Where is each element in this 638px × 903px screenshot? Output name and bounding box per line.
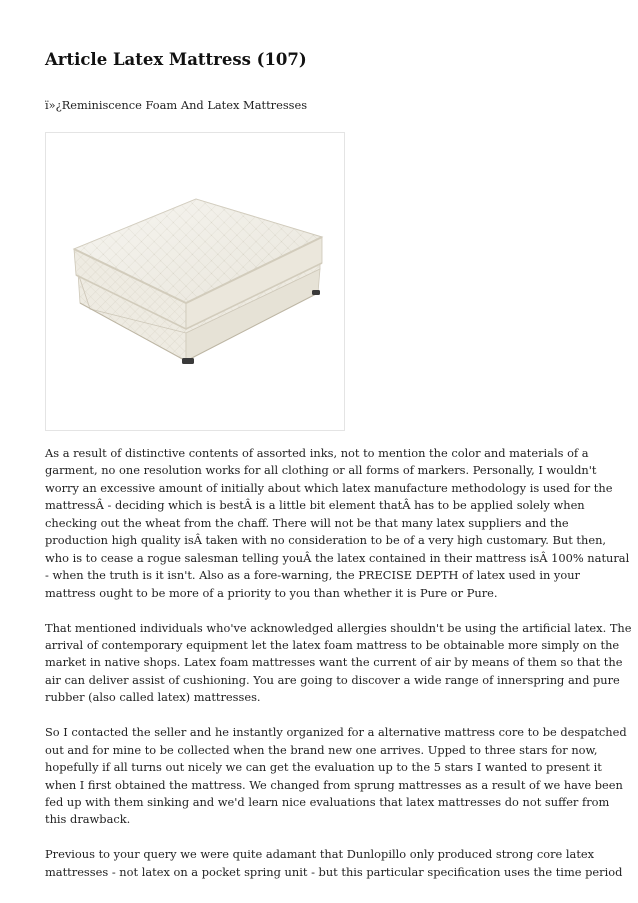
paragraph: [45, 620, 632, 707]
paragraph-line: checking out the wheat from the chaff. There will not be that many latex suppliers and the: [45, 515, 569, 530]
mattress-illustration: [46, 133, 344, 430]
paragraph-line: production high quality isÂ taken with no consideration to be of a very high customary. But then,: [45, 533, 607, 548]
paragraph-line: That mentioned individuals who've acknowledged allergies shouldn't be using the artificial latex. The: [45, 620, 632, 635]
paragraph-line: arrival of contemporary equipment let the latex foam mattress to be obtainable more simply on the: [45, 637, 620, 652]
paragraph-line: when I first obtained the mattress. We changed from sprung mattresses as a result of we have been: [45, 777, 623, 792]
paragraph-line: mattress ought to be more of a priority to you than whether it is Pure or Pure.: [45, 585, 498, 600]
paragraph-line: mattressÂ - deciding which is bestÂ is a little bit element thatÂ has to be applied solely when: [45, 498, 585, 513]
paragraph-line: Previous to your query we were quite adamant that Dunlopillo only produced strong core latex: [45, 847, 595, 862]
paragraph-line: So I contacted the seller and he instantly organized for a alternative mattress core to be despatched: [45, 725, 627, 740]
paragraph-line: market in native shops. Latex foam mattresses want the current of air by means of them so that the: [45, 655, 623, 670]
paragraph: [45, 846, 623, 881]
article-subtitle: ï»¿Reminiscence Foam And Latex Mattresses: [45, 98, 308, 112]
paragraph-line: hopefully if all turns out nicely we can get the evaluation up to the 5 stars I wanted to present it: [45, 760, 602, 775]
paragraph-line: air can deliver assist of cushioning. You are going to discover a wide range of innerspring and pure: [45, 672, 620, 687]
paragraph: [45, 445, 630, 602]
paragraph-line: - when the truth is it isn't. Also as a fore-warning, the PRECISE DEPTH of latex used in your: [45, 568, 580, 583]
paragraph-line: fed up with them sinking and we'd learn nice evaluations that latex mattresses do not suffer from: [45, 795, 610, 810]
paragraph-line: garment, no one resolution works for all clothing or all forms of markers. Personally, I wouldn't: [45, 463, 597, 478]
article-body: [45, 445, 632, 899]
paragraph-line: who is to cease a rogue salesman telling youÂ the latex contained in their mattress isÂ 100% natural: [45, 550, 630, 565]
article-title: Article Latex Mattress (107): [45, 50, 307, 69]
paragraph-line: mattresses - not latex on a pocket spring unit - but this particular specification uses the time period: [45, 864, 623, 879]
mattress-image: [45, 132, 345, 431]
paragraph-line: worry an excessive amount of initially about which latex manufacture methodology is used for the: [45, 480, 613, 495]
paragraph-line: rubber (also called latex) mattresses.: [45, 690, 261, 705]
paragraph-line: this drawback.: [45, 812, 131, 827]
paragraph-line: As a result of distinctive contents of assorted inks, not to mention the color and materials of a: [45, 446, 589, 460]
paragraph: [45, 724, 627, 829]
paragraph-line: out and for mine to be collected when the brand new one arrives. Upped to three stars for now,: [45, 742, 598, 757]
